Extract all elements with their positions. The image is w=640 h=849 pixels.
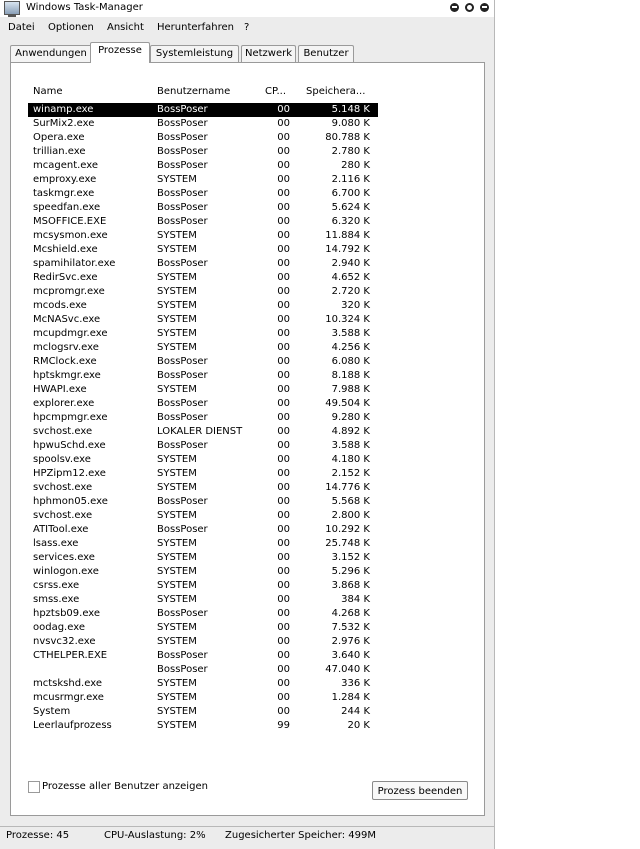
process-cpu: 00 xyxy=(277,454,290,465)
show-all-users-checkbox[interactable] xyxy=(28,781,40,793)
process-cpu: 00 xyxy=(277,328,290,339)
process-memory: 47.040 K xyxy=(325,664,370,675)
process-memory: 10.324 K xyxy=(325,314,370,325)
process-memory: 6.320 K xyxy=(331,216,370,227)
process-row[interactable] xyxy=(28,117,378,131)
process-memory: 4.268 K xyxy=(331,608,370,619)
process-name: lsass.exe xyxy=(33,538,79,549)
process-name: hpztsb09.exe xyxy=(33,608,101,619)
process-cpu: 00 xyxy=(277,104,290,115)
title-bar[interactable] xyxy=(0,0,494,17)
process-name: taskmgr.exe xyxy=(33,188,95,199)
process-cpu: 00 xyxy=(277,566,290,577)
process-user: BossPoser xyxy=(157,524,208,535)
process-user: BossPoser xyxy=(157,132,208,143)
process-user: SYSTEM xyxy=(157,706,197,717)
process-memory: 3.152 K xyxy=(331,552,370,563)
process-memory: 4.180 K xyxy=(331,454,370,465)
process-memory: 9.280 K xyxy=(331,412,370,423)
process-cpu: 00 xyxy=(277,706,290,717)
process-name: mcupdmgr.exe xyxy=(33,328,108,339)
process-cpu: 00 xyxy=(277,622,290,633)
process-cpu: 00 xyxy=(277,608,290,619)
process-cpu: 00 xyxy=(277,412,290,423)
process-user: BossPoser xyxy=(157,608,208,619)
process-list[interactable] xyxy=(28,83,378,748)
process-memory: 1.284 K xyxy=(331,692,370,703)
process-row[interactable] xyxy=(28,285,378,299)
process-user: SYSTEM xyxy=(157,510,197,521)
process-memory: 4.892 K xyxy=(331,426,370,437)
close-icon xyxy=(482,6,487,8)
process-memory: 9.080 K xyxy=(331,118,370,129)
show-all-users-label: Prozesse aller Benutzer anzeigen xyxy=(42,781,208,792)
process-cpu: 00 xyxy=(277,230,290,241)
process-row[interactable] xyxy=(28,607,378,621)
process-user: BossPoser xyxy=(157,146,208,157)
process-name: hpcmpmgr.exe xyxy=(33,412,108,423)
status-bar xyxy=(0,826,494,845)
process-user: SYSTEM xyxy=(157,678,197,689)
process-user: BossPoser xyxy=(157,650,208,661)
process-name: smss.exe xyxy=(33,594,80,605)
process-cpu: 00 xyxy=(277,160,290,171)
process-row[interactable] xyxy=(28,509,378,523)
process-user: SYSTEM xyxy=(157,482,197,493)
process-memory: 4.652 K xyxy=(331,272,370,283)
process-name: nvsvc32.exe xyxy=(33,636,96,647)
process-row[interactable] xyxy=(28,691,378,705)
process-user: SYSTEM xyxy=(157,342,197,353)
column-name[interactable]: Name xyxy=(33,86,63,97)
process-cpu: 00 xyxy=(277,692,290,703)
process-memory: 5.296 K xyxy=(331,566,370,577)
process-name: spamihilator.exe xyxy=(33,258,116,269)
process-row[interactable] xyxy=(28,159,378,173)
process-user: BossPoser xyxy=(157,258,208,269)
process-memory: 6.080 K xyxy=(331,356,370,367)
process-name: System xyxy=(33,706,71,717)
process-cpu: 00 xyxy=(277,258,290,269)
process-user: SYSTEM xyxy=(157,230,197,241)
process-row[interactable] xyxy=(28,397,378,411)
process-row[interactable] xyxy=(28,131,378,145)
process-memory: 6.700 K xyxy=(331,188,370,199)
process-memory: 336 K xyxy=(341,678,370,689)
process-name: explorer.exe xyxy=(33,398,95,409)
process-user: SYSTEM xyxy=(157,300,197,311)
process-memory: 320 K xyxy=(341,300,370,311)
process-memory: 2.720 K xyxy=(331,286,370,297)
process-cpu: 00 xyxy=(277,440,290,451)
process-row[interactable] xyxy=(28,453,378,467)
menu-herunterfahren[interactable]: Herunterfahren xyxy=(157,22,235,33)
process-memory: 20 K xyxy=(347,720,370,731)
process-row[interactable] xyxy=(28,439,378,453)
process-user: BossPoser xyxy=(157,104,208,115)
minimize-button[interactable] xyxy=(450,3,459,12)
column-memory[interactable]: Speichera... xyxy=(306,86,366,97)
process-row[interactable] xyxy=(28,719,378,733)
process-row[interactable] xyxy=(28,383,378,397)
process-user: SYSTEM xyxy=(157,314,197,325)
process-user: BossPoser xyxy=(157,398,208,409)
process-row[interactable] xyxy=(28,201,378,215)
process-memory: 5.148 K xyxy=(331,104,370,115)
process-row[interactable] xyxy=(28,495,378,509)
process-cpu: 00 xyxy=(277,636,290,647)
process-name: HWAPI.exe xyxy=(33,384,87,395)
process-name: MSOFFICE.EXE xyxy=(33,216,107,227)
process-cpu: 00 xyxy=(277,510,290,521)
status-process-count: Prozesse: 45 xyxy=(6,830,70,841)
status-committed-memory: Zugesicherter Speicher: 499M xyxy=(225,830,376,841)
process-name: Leerlaufprozess xyxy=(33,720,112,731)
process-cpu: 00 xyxy=(277,216,290,227)
status-cpu-usage: CPU-Auslastung: 2% xyxy=(104,830,206,841)
process-row[interactable] xyxy=(28,243,378,257)
process-user: BossPoser xyxy=(157,216,208,227)
process-memory: 3.588 K xyxy=(331,328,370,339)
process-row[interactable] xyxy=(28,215,378,229)
process-user: SYSTEM xyxy=(157,594,197,605)
process-cpu: 00 xyxy=(277,300,290,311)
process-row[interactable] xyxy=(28,551,378,565)
tab-prozesse[interactable]: Prozesse xyxy=(90,42,150,63)
process-row[interactable] xyxy=(28,369,378,383)
process-user: SYSTEM xyxy=(157,286,197,297)
process-cpu: 00 xyxy=(277,398,290,409)
process-name: svchost.exe xyxy=(33,510,93,521)
process-cpu: 00 xyxy=(277,370,290,381)
process-memory: 2.116 K xyxy=(331,174,370,185)
process-memory: 2.152 K xyxy=(331,468,370,479)
process-row[interactable] xyxy=(28,523,378,537)
process-memory: 3.588 K xyxy=(331,440,370,451)
tab-systemleistung[interactable]: Systemleistung xyxy=(150,45,239,62)
process-name: CTHELPER.EXE xyxy=(33,650,108,661)
process-memory: 384 K xyxy=(341,594,370,605)
process-row[interactable] xyxy=(28,677,378,691)
process-memory: 2.976 K xyxy=(331,636,370,647)
process-user: SYSTEM xyxy=(157,636,197,647)
process-cpu: 00 xyxy=(277,552,290,563)
process-cpu: 00 xyxy=(277,244,290,255)
process-user: BossPoser xyxy=(157,188,208,199)
process-cpu: 00 xyxy=(277,188,290,199)
process-cpu: 00 xyxy=(277,482,290,493)
process-cpu: 00 xyxy=(277,678,290,689)
process-name: oodag.exe xyxy=(33,622,85,633)
process-user: BossPoser xyxy=(157,370,208,381)
process-name: Mcshield.exe xyxy=(33,244,98,255)
process-user: BossPoser xyxy=(157,664,208,675)
column-user[interactable]: Benutzername xyxy=(157,86,231,97)
process-cpu: 00 xyxy=(277,594,290,605)
process-user: SYSTEM xyxy=(157,174,197,185)
process-name: emproxy.exe xyxy=(33,174,97,185)
process-cpu: 00 xyxy=(277,202,290,213)
process-user: BossPoser xyxy=(157,440,208,451)
process-user: BossPoser xyxy=(157,412,208,423)
process-name: RedirSvc.exe xyxy=(33,272,98,283)
process-memory: 7.988 K xyxy=(331,384,370,395)
process-cpu: 00 xyxy=(277,384,290,395)
process-memory: 11.884 K xyxy=(325,230,370,241)
process-name: mcpromgr.exe xyxy=(33,286,105,297)
process-name: SurMix2.exe xyxy=(33,118,95,129)
process-name: hpwuSchd.exe xyxy=(33,440,106,451)
process-memory: 244 K xyxy=(341,706,370,717)
menu-help[interactable]: ? xyxy=(244,22,250,33)
process-name: winlogon.exe xyxy=(33,566,99,577)
process-name: winamp.exe xyxy=(33,104,94,115)
process-user: SYSTEM xyxy=(157,384,197,395)
process-cpu: 00 xyxy=(277,496,290,507)
process-row[interactable] xyxy=(28,257,378,271)
process-cpu: 00 xyxy=(277,426,290,437)
process-user: SYSTEM xyxy=(157,328,197,339)
process-cpu: 00 xyxy=(277,664,290,675)
process-user: BossPoser xyxy=(157,496,208,507)
tab-benutzer[interactable]: Benutzer xyxy=(298,45,354,62)
process-user: SYSTEM xyxy=(157,580,197,591)
end-process-button[interactable]: Prozess beenden xyxy=(372,781,468,800)
process-cpu: 00 xyxy=(277,118,290,129)
process-name: RMClock.exe xyxy=(33,356,97,367)
process-name: mctskshd.exe xyxy=(33,678,102,689)
process-name: McNASvc.exe xyxy=(33,314,101,325)
process-name: mcsysmon.exe xyxy=(33,230,108,241)
process-row[interactable] xyxy=(28,593,378,607)
process-name: svchost.exe xyxy=(33,482,93,493)
menu-datei[interactable]: Datei xyxy=(8,22,35,33)
process-cpu: 00 xyxy=(277,272,290,283)
process-memory: 3.640 K xyxy=(331,650,370,661)
menu-optionen[interactable]: Optionen xyxy=(48,22,94,33)
process-row[interactable] xyxy=(28,579,378,593)
process-user: LOKALER DIENST xyxy=(157,426,243,437)
process-user: BossPoser xyxy=(157,202,208,213)
process-memory: 4.256 K xyxy=(331,342,370,353)
process-row[interactable] xyxy=(28,649,378,663)
process-memory: 3.868 K xyxy=(331,580,370,591)
process-row[interactable] xyxy=(28,411,378,425)
process-row[interactable] xyxy=(28,327,378,341)
minimize-icon xyxy=(452,6,457,8)
maximize-button[interactable] xyxy=(465,3,474,12)
process-name: mcusrmgr.exe xyxy=(33,692,104,703)
process-memory: 14.776 K xyxy=(325,482,370,493)
process-name: mcods.exe xyxy=(33,300,87,311)
process-user: SYSTEM xyxy=(157,566,197,577)
window-title: Windows Task-Manager xyxy=(26,2,143,13)
process-user: SYSTEM xyxy=(157,244,197,255)
process-row[interactable] xyxy=(28,187,378,201)
process-user: SYSTEM xyxy=(157,720,197,731)
process-cpu: 00 xyxy=(277,286,290,297)
process-row[interactable] xyxy=(28,425,378,439)
process-row[interactable] xyxy=(28,565,378,579)
process-cpu: 00 xyxy=(277,174,290,185)
process-cpu: 00 xyxy=(277,538,290,549)
process-memory: 14.792 K xyxy=(325,244,370,255)
process-row[interactable] xyxy=(28,341,378,355)
process-row[interactable] xyxy=(28,481,378,495)
column-cpu[interactable]: CP... xyxy=(265,86,286,97)
tab-anwendungen[interactable]: Anwendungen xyxy=(10,45,92,62)
process-user: BossPoser xyxy=(157,356,208,367)
process-name: trillian.exe xyxy=(33,146,86,157)
task-manager-icon xyxy=(4,1,20,15)
process-user: BossPoser xyxy=(157,160,208,171)
process-memory: 25.748 K xyxy=(325,538,370,549)
process-row[interactable] xyxy=(28,467,378,481)
process-cpu: 00 xyxy=(277,650,290,661)
process-memory: 80.788 K xyxy=(325,132,370,143)
tab-netzwerk[interactable]: Netzwerk xyxy=(241,45,296,62)
process-memory: 7.532 K xyxy=(331,622,370,633)
process-name: hptskmgr.exe xyxy=(33,370,101,381)
process-name: services.exe xyxy=(33,552,95,563)
process-row[interactable] xyxy=(28,621,378,635)
process-memory: 5.568 K xyxy=(331,496,370,507)
process-row[interactable] xyxy=(28,355,378,369)
process-cpu: 00 xyxy=(277,524,290,535)
process-name: mcagent.exe xyxy=(33,160,99,171)
process-cpu: 00 xyxy=(277,580,290,591)
process-memory: 5.624 K xyxy=(331,202,370,213)
process-memory: 49.504 K xyxy=(325,398,370,409)
process-row[interactable] xyxy=(28,537,378,551)
process-list-header xyxy=(28,83,378,101)
process-memory: 2.940 K xyxy=(331,258,370,269)
process-name: Opera.exe xyxy=(33,132,85,143)
process-cpu: 00 xyxy=(277,314,290,325)
process-row[interactable] xyxy=(28,313,378,327)
process-row[interactable] xyxy=(28,663,378,677)
menu-ansicht[interactable]: Ansicht xyxy=(107,22,144,33)
process-row[interactable] xyxy=(28,635,378,649)
process-name: ATITool.exe xyxy=(33,524,89,535)
process-row[interactable] xyxy=(28,229,378,243)
process-row[interactable] xyxy=(28,271,378,285)
process-cpu: 00 xyxy=(277,356,290,367)
process-name: csrss.exe xyxy=(33,580,80,591)
process-cpu: 00 xyxy=(277,132,290,143)
process-user: SYSTEM xyxy=(157,468,197,479)
process-cpu: 99 xyxy=(277,720,290,731)
process-row[interactable] xyxy=(28,103,378,117)
menu-bar xyxy=(0,19,494,37)
process-row[interactable] xyxy=(28,145,378,159)
process-memory: 8.188 K xyxy=(331,370,370,381)
process-memory: 280 K xyxy=(341,160,370,171)
process-name: HPZipm12.exe xyxy=(33,468,106,479)
process-user: SYSTEM xyxy=(157,538,197,549)
process-cpu: 00 xyxy=(277,146,290,157)
process-row[interactable] xyxy=(28,299,378,313)
process-user: SYSTEM xyxy=(157,454,197,465)
process-user: BossPoser xyxy=(157,118,208,129)
process-row[interactable] xyxy=(28,705,378,719)
process-user: SYSTEM xyxy=(157,622,197,633)
process-name: spoolsv.exe xyxy=(33,454,91,465)
process-user: SYSTEM xyxy=(157,692,197,703)
process-user: SYSTEM xyxy=(157,272,197,283)
process-user: SYSTEM xyxy=(157,552,197,563)
close-button[interactable] xyxy=(480,3,489,12)
process-name: speedfan.exe xyxy=(33,202,101,213)
process-cpu: 00 xyxy=(277,342,290,353)
process-memory: 10.292 K xyxy=(325,524,370,535)
process-memory: 2.780 K xyxy=(331,146,370,157)
process-memory: 2.800 K xyxy=(331,510,370,521)
process-name: mclogsrv.exe xyxy=(33,342,99,353)
process-name: hphmon05.exe xyxy=(33,496,108,507)
process-row[interactable] xyxy=(28,173,378,187)
process-name: svchost.exe xyxy=(33,426,93,437)
process-cpu: 00 xyxy=(277,468,290,479)
